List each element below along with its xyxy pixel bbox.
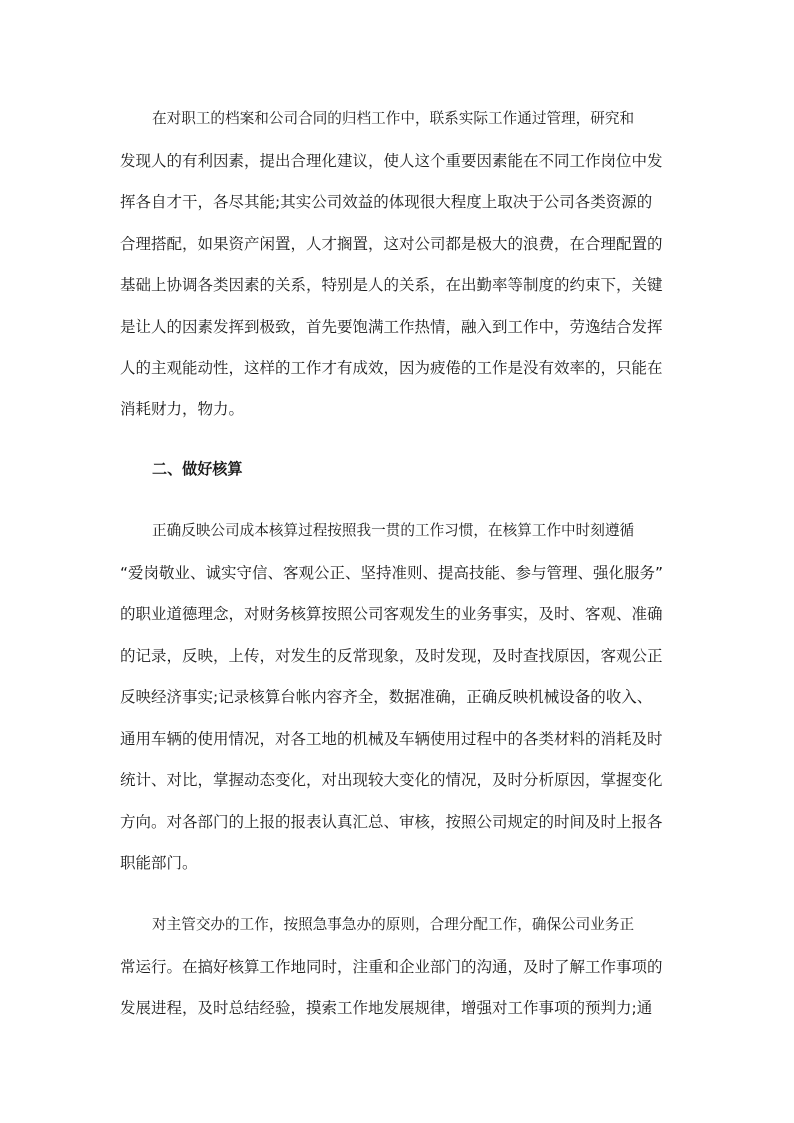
text-line: 人的主观能动性，这样的工作才有成效，因为疲倦的工作是没有效率的，只能在 (120, 359, 663, 377)
text-line: 常运行。在搞好核算工作地同时，注重和企业部门的沟通，及时了解工作事项的 (120, 958, 663, 976)
text-line: 挥各自才干，各尽其能;其实公司效益的体现很大程度上取决于公司各类资源的 (120, 193, 653, 211)
text-line: 消耗财力，物力。 (120, 400, 245, 418)
text-line: 职能部门。 (120, 854, 198, 872)
text-line: 统计、对比，掌握动态变化，对出现较大变化的情况，及时分析原因，掌握变化 (120, 771, 663, 789)
text-line: 基础上协调各类因素的关系，特别是人的关系，在出勤率等制度的约束下，关键 (120, 276, 663, 294)
text-line: “爱岗敬业、诚实守信、客观公正、坚持准则、提高技能、参与管理、强化服务” (120, 564, 664, 582)
section-heading: 二、做好核算 (152, 460, 243, 478)
text-line: 对主管交办的工作，按照急事急办的原则，合理分配工作，确保公司业务正 (152, 916, 635, 933)
text-line: 反映经济事实;记录核算台帐内容齐全，数据准确，正确反映机械设备的收入、 (120, 688, 653, 706)
text-line: 方向。对各部门的上报的报表认真汇总、审核，按照公司规定的时间及时上报各 (120, 813, 663, 831)
text-line: 是让人的因素发挥到极致，首先要饱满工作热情，融入到工作中，劳逸结合发挥 (120, 318, 663, 336)
text-line: 发现人的有利因素，提出合理化建议，使人这个重要因素能在不同工作岗位中发 (120, 152, 663, 170)
text-line: 的职业道德理念，对财务核算按照公司客观发生的业务事实，及时、客观、准确 (120, 605, 663, 623)
text-line: 正确反映公司成本核算过程按照我一贯的工作习惯，在核算工作中时刻遵循 (152, 522, 635, 539)
text-line: 合理搭配，如果资产闲置，人才搁置，这对公司都是极大的浪费，在合理配置的 (120, 235, 663, 253)
text-line: 通用车辆的使用情况，对各工地的机械及车辆使用过程中的各类材料的消耗及时 (120, 730, 663, 748)
text-line: 在对职工的档案和公司合同的归档工作中，联系实际工作通过管理，研究和 (152, 110, 635, 127)
text-line: 发展进程，及时总结经验，摸索工作地发展规律，增强对工作事项的预判力;通 (120, 999, 653, 1017)
text-line: 的记录，反映，上传，对发生的反常现象，及时发现，及时查找原因，客观公正 (120, 647, 663, 665)
